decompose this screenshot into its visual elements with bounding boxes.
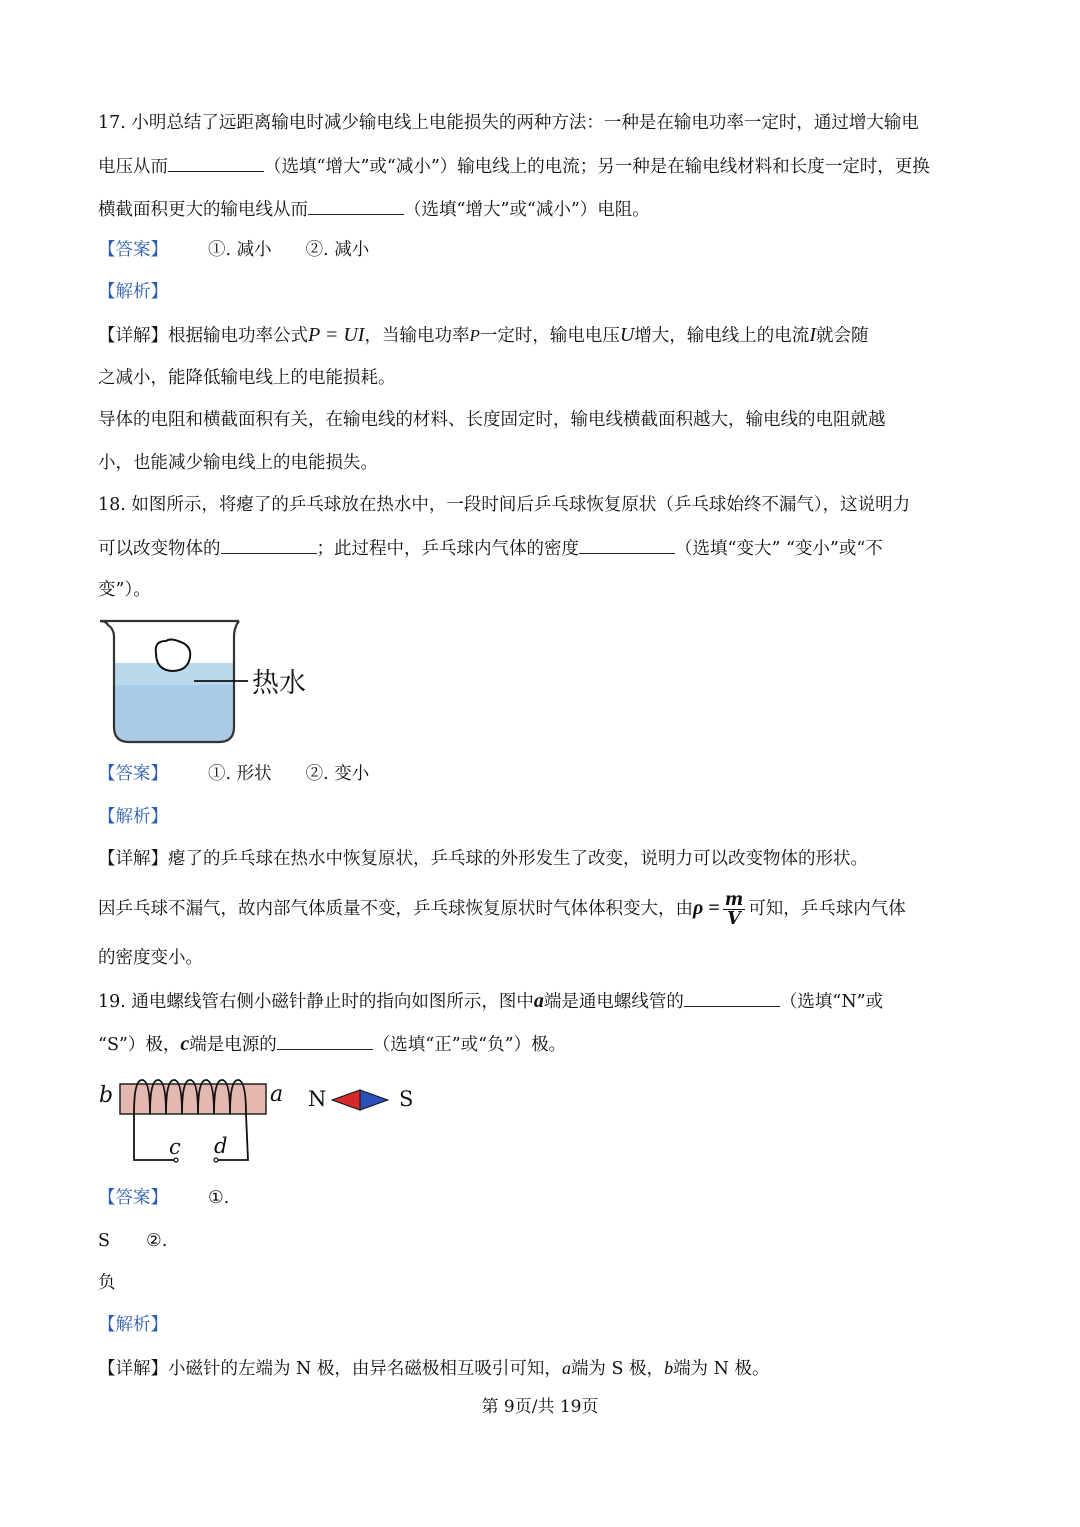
q18-detail-text-a: 因乒乓球不漏气，故内部气体质量不变，乒乓球恢复原状时气体体积变大，由 (98, 899, 693, 919)
q18-analysis-tag: 【解析】 (98, 807, 168, 827)
q19-blank-1 (684, 988, 780, 1007)
q19-line2 (98, 1031, 566, 1057)
q17-detail-line1 (98, 323, 868, 348)
ping-pong-ball (156, 640, 191, 672)
q18-detail-text-b: 可知，乒乓球内气体 (748, 899, 906, 919)
q17-detail-line2: 之减小，能降低输电线上的电能损耗。 (98, 368, 396, 388)
symbol-u: U (619, 324, 635, 346)
q17-detail-text-b: ，当输电功率 (364, 326, 470, 346)
q18-detail-line3: 的密度变小。 (98, 948, 203, 968)
solenoid-illustration (96, 1072, 426, 1172)
mass-over-volume-fraction (723, 891, 746, 928)
q18-blank-1 (221, 535, 317, 554)
needle-north-half (332, 1090, 360, 1110)
q19-detail-text-b: 端为 S 极， (570, 1359, 665, 1379)
q17-line3 (98, 196, 650, 222)
needle-south-half (360, 1090, 388, 1110)
q17-detail-text-a: 根据输电功率公式 (168, 326, 308, 346)
q19-line1-text-a: 19. 通电螺线管右侧小磁针静止时的指向如图所示，图中 (98, 992, 534, 1012)
q18-line2-text-b: ；此过程中，乒乓球内气体的密度 (316, 539, 579, 559)
q17-blank-1 (168, 153, 264, 172)
beaker-figure (96, 615, 336, 750)
answer-tag: 【答案】 (98, 1188, 168, 1208)
q17-line2-text-b: （选填“增大”或“减小”）输电线上的电流；另一种是在输电线材料和长度一定时，更换 (264, 157, 930, 177)
q19-line2-text-a: “S”）极， (98, 1035, 181, 1055)
fraction-denominator: V (727, 909, 741, 929)
q18-detail-line1 (98, 847, 868, 871)
solenoid-figure (96, 1072, 426, 1172)
density-symbol: ρ = (693, 897, 720, 919)
q17-detail-line4: 小，也能减少输电线上的电能损失。 (98, 453, 378, 473)
q18-answer-2: ②. 变小 (305, 764, 370, 784)
label-n: N (308, 1087, 327, 1111)
q18-answer-1: ①. 形状 (208, 764, 272, 784)
q19-analysis-tag: 【解析】 (98, 1315, 168, 1335)
q19-answer-2-value: 负 (98, 1273, 116, 1293)
q17-line3-text-b: （选填“增大”或“减小”）电阻。 (404, 200, 650, 220)
q18-answer (98, 762, 369, 786)
q19-blank-2 (277, 1031, 373, 1050)
detail-tag: 【详解】 (98, 326, 168, 346)
q19-detail-text-c: 端为 N 极。 (673, 1359, 770, 1379)
q19-answer-line2 (98, 1229, 167, 1253)
q17-answer (98, 238, 369, 262)
label-c: c (169, 1135, 181, 1159)
q19-answer-2-num: ②. (146, 1231, 168, 1251)
page-footer: 第 9页/共 19页 (481, 1397, 599, 1417)
symbol-a: a (533, 990, 544, 1012)
q19-detail-text-a: 小磁针的左端为 N 极，由异名磁极相互吸引可知， (168, 1359, 562, 1379)
q18-detail-text: 瘪了的乒乓球在热水中恢复原状，乒乓球的外形发生了改变，说明力可以改变物体的形状。 (168, 849, 868, 869)
q19-line2-text-b: 端是电源的 (189, 1035, 277, 1055)
q18-line1: 18. 如图所示，将瘪了的乒乓球放在热水中，一段时间后乒乓球恢复原状（乒乓球始终不漏气），这说明力 (98, 495, 911, 515)
fraction-numerator: m (724, 890, 744, 910)
answer-tag: 【答案】 (98, 764, 168, 784)
label-a: a (270, 1082, 284, 1107)
q19-detail-line1 (98, 1356, 770, 1381)
q17-answer-1: ①. 减小 (208, 240, 272, 260)
symbol-b-detail: b (664, 1358, 674, 1378)
wire-left (134, 1114, 174, 1160)
q19-line2-text-c: （选填“正”或“负”）极。 (372, 1035, 567, 1055)
symbol-p: P (469, 326, 480, 345)
q17-detail-text-d: 增大，输电线上的电流 (634, 326, 810, 346)
q18-line2 (98, 535, 883, 561)
q17-detail-text-e: 就会随 (815, 326, 869, 346)
q19-line1-text-c: （选填“N”或 (779, 992, 884, 1012)
q19-answer-1-num: ①. (208, 1188, 230, 1208)
formula-p-ui: P = UI (308, 324, 365, 346)
q18-line2-text-a: 可以改变物体的 (98, 539, 221, 559)
q19-line1 (98, 988, 883, 1014)
hot-water-label: 热水 (252, 668, 306, 699)
detail-tag: 【详解】 (98, 1359, 168, 1379)
q17-analysis-tag: 【解析】 (98, 282, 168, 302)
label-s: S (399, 1087, 414, 1111)
q17-detail-line3: 导体的电阻和横截面积有关，在输电线的材料、长度固定时，输电线横截面积越大，输电线的电阻就越 (98, 410, 886, 430)
terminal-d (214, 1158, 218, 1162)
symbol-a-detail: a (561, 1358, 571, 1378)
q18-blank-2 (579, 535, 675, 554)
q18-line2-text-c: （选填“变大” “变小”或“不 (675, 539, 883, 559)
q19-answer-1-value: S (98, 1231, 110, 1251)
symbol-c: c (180, 1033, 190, 1055)
answer-tag: 【答案】 (98, 240, 168, 260)
label-b: b (99, 1083, 114, 1108)
q17-answer-2: ②. 减小 (305, 240, 370, 260)
q18-line3: 变”）。 (98, 580, 151, 600)
q17-line1: 17. 小明总结了远距离输电时减少输电线上电能损失的两种方法：一种是在输电功率一定时，通过增大输电 (98, 113, 919, 133)
q17-line3-text-a: 横截面积更大的输电线从而 (98, 200, 308, 220)
symbol-i: I (809, 324, 816, 346)
q17-line2-text-a: 电压从而 (98, 157, 168, 177)
q17-detail-text-c: 一定时，输电电压 (479, 326, 620, 346)
q17-line2 (98, 153, 930, 179)
detail-tag: 【详解】 (98, 849, 168, 869)
q18-detail-line2 (98, 886, 906, 931)
label-d: d (214, 1134, 228, 1158)
q19-line1-text-b: 端是通电螺线管的 (543, 992, 684, 1012)
q17-blank-2 (308, 196, 404, 215)
q19-answer (98, 1186, 229, 1210)
